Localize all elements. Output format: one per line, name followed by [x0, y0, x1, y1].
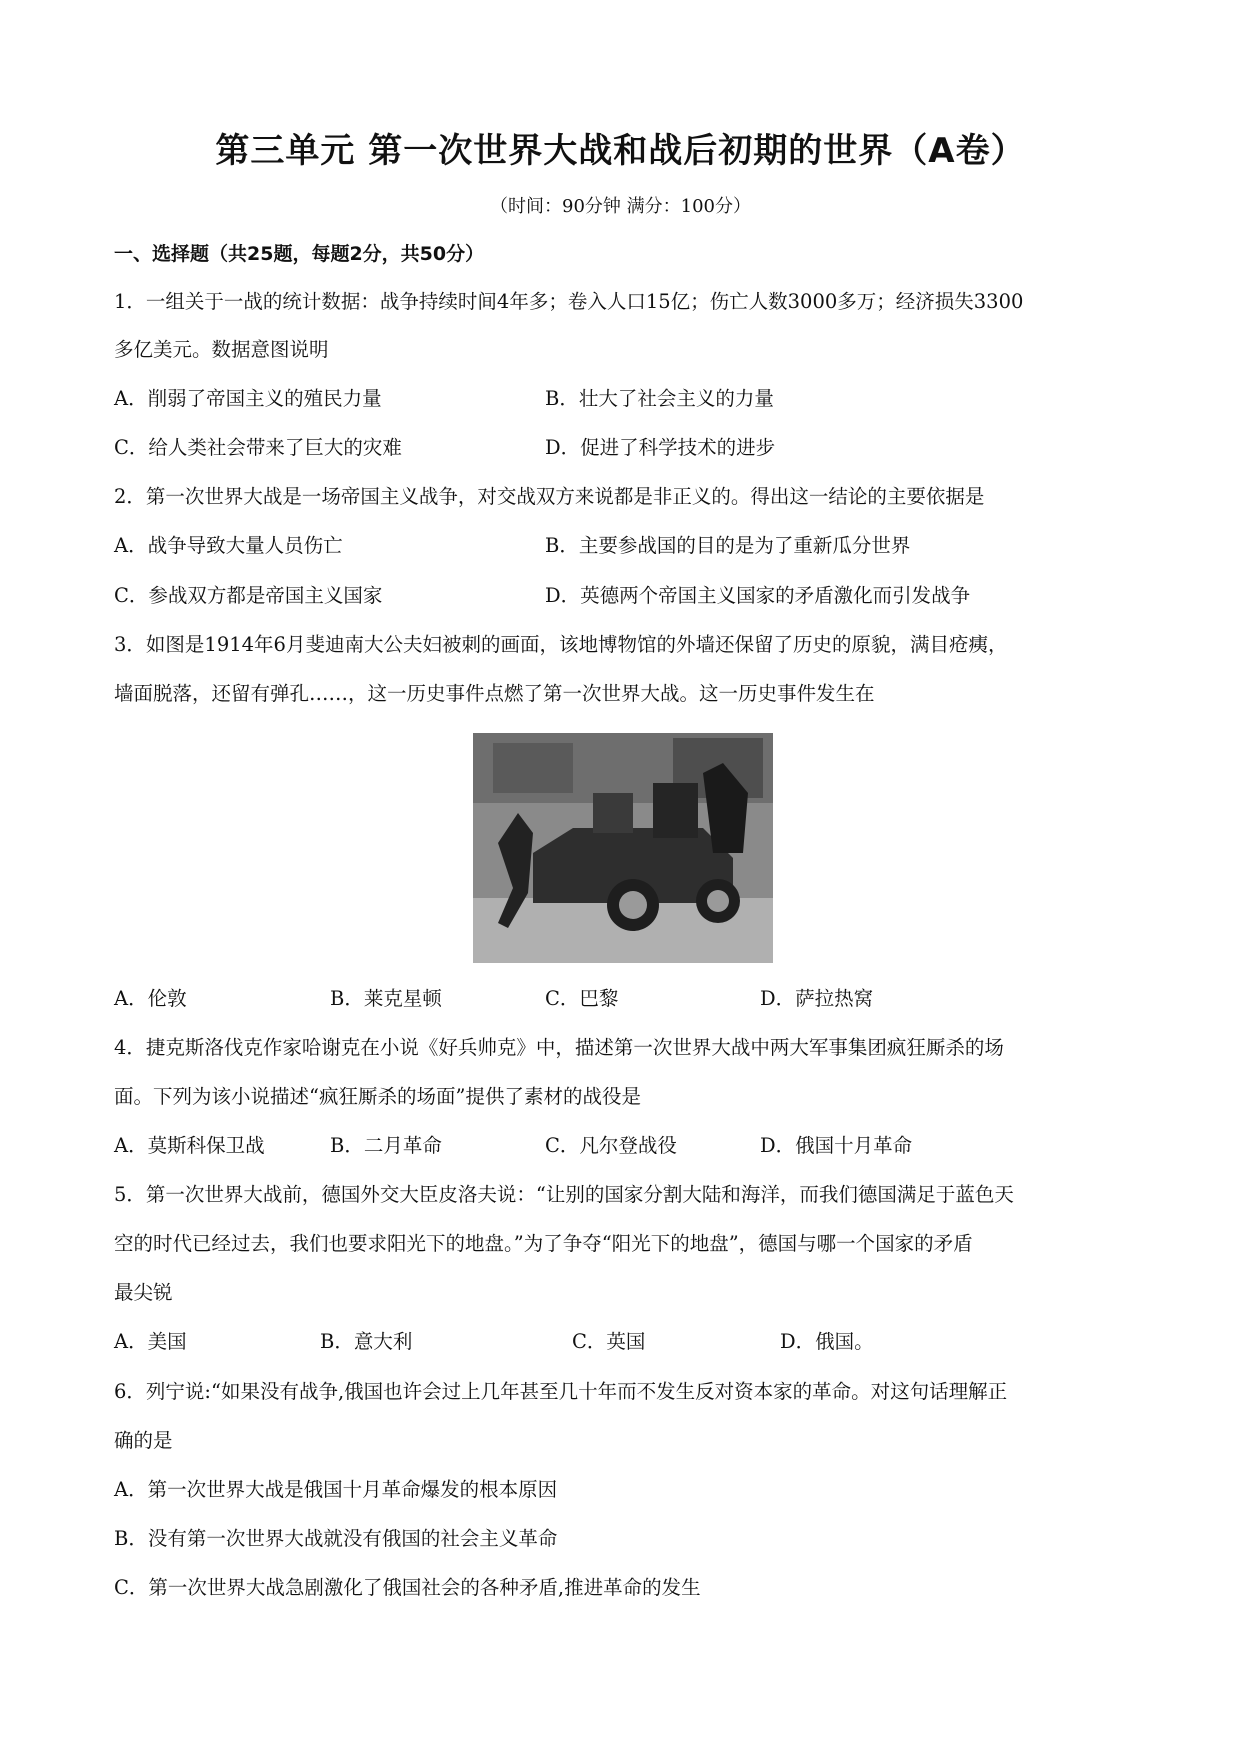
question-1-option-b: B．壮大了社会主义的力量: [545, 387, 774, 410]
question-4-text-cont: 面。下列为该小说描述“疯狂厮杀的场面”提供了素材的战役是: [114, 1085, 641, 1108]
assassination-photo: [473, 733, 773, 963]
question-2-text: 2．第一次世界大战是一场帝国主义战争，对交战双方来说都是非正义的。得出这一结论的主要依据是: [114, 485, 985, 508]
question-1-option-a: A．削弱了帝国主义的殖民力量: [114, 387, 382, 410]
question-5-option-d: D．俄国。: [780, 1330, 874, 1353]
question-5-option-a: A．美国: [114, 1330, 187, 1353]
question-2-option-c: C．参战双方都是帝国主义国家: [114, 584, 383, 607]
question-6-option-c: C．第一次世界大战急剧激化了俄国社会的各种矛盾,推进革命的发生: [114, 1576, 701, 1599]
question-3-option-a: A．伦敦: [114, 987, 187, 1010]
page-title: 第三单元 第一次世界大战和战后初期的世界（A卷）: [215, 131, 1026, 171]
question-3-text-cont: 墙面脱落，还留有弹孔……，这一历史事件点燃了第一次世界大战。这一历史事件发生在: [114, 682, 875, 705]
question-6-option-b: B．没有第一次世界大战就没有俄国的社会主义革命: [114, 1527, 558, 1550]
exam-info: （时间：90分钟 满分：100分）: [490, 196, 751, 217]
question-2-option-d: D．英德两个帝国主义国家的矛盾激化而引发战争: [545, 584, 971, 607]
question-3-option-c: C．巴黎: [545, 987, 619, 1010]
question-1-text-cont: 多亿美元。数据意图说明: [114, 338, 329, 361]
question-4-text: 4．捷克斯洛伐克作家哈谢克在小说《好兵帅克》中，描述第一次世界大战中两大军事集团疯狂厮杀的场: [114, 1036, 1004, 1059]
question-3-option-b: B．莱克星顿: [330, 987, 442, 1010]
question-4-option-d: D．俄国十月革命: [760, 1134, 913, 1157]
question-6-option-a: A．第一次世界大战是俄国十月革命爆发的根本原因: [114, 1478, 558, 1501]
question-4-option-a: A．莫斯科保卫战: [114, 1134, 265, 1157]
question-4-option-b: B．二月革命: [330, 1134, 442, 1157]
question-1-option-c: C．给人类社会带来了巨大的灾难: [114, 436, 402, 459]
question-6-text: 6．列宁说:“如果没有战争,俄国也许会过上几年甚至几十年而不发生反对资本家的革命。对这句话理解正: [114, 1380, 1008, 1403]
question-5-text-cont-2: 最尖锐: [114, 1281, 173, 1304]
question-3-text: 3．如图是1914年6月斐迪南大公夫妇被刺的画面，该地博物馆的外墙还保留了历史的原貌，满目疮痍，: [114, 633, 1008, 656]
section-heading: 一、选择题（共25题，每题2分，共50分）: [114, 243, 485, 265]
question-6-text-cont: 确的是: [114, 1429, 173, 1452]
question-5-text: 5．第一次世界大战前，德国外交大臣皮洛夫说：“让别的国家分割大陆和海洋，而我们德国满足于蓝色天: [114, 1183, 1014, 1206]
question-2-option-b: B．主要参战国的目的是为了重新瓜分世界: [545, 534, 911, 557]
question-1-option-d: D．促进了科学技术的进步: [545, 436, 776, 459]
question-2-option-a: A．战争导致大量人员伤亡: [114, 534, 343, 557]
question-1-text: 1．一组关于一战的统计数据：战争持续时间4年多；卷入人口15亿；伤亡人数3000多万；经济损失3300: [114, 290, 1024, 313]
question-4-option-c: C．凡尔登战役: [545, 1134, 677, 1157]
question-3-option-d: D．萨拉热窝: [760, 987, 874, 1010]
question-5-option-c: C．英国: [572, 1330, 646, 1353]
question-5-text-cont: 空的时代已经过去，我们也要求阳光下的地盘。”为了争夺“阳光下的地盘”，德国与哪一个国家的矛盾: [114, 1232, 973, 1255]
question-5-option-b: B．意大利: [320, 1330, 413, 1353]
